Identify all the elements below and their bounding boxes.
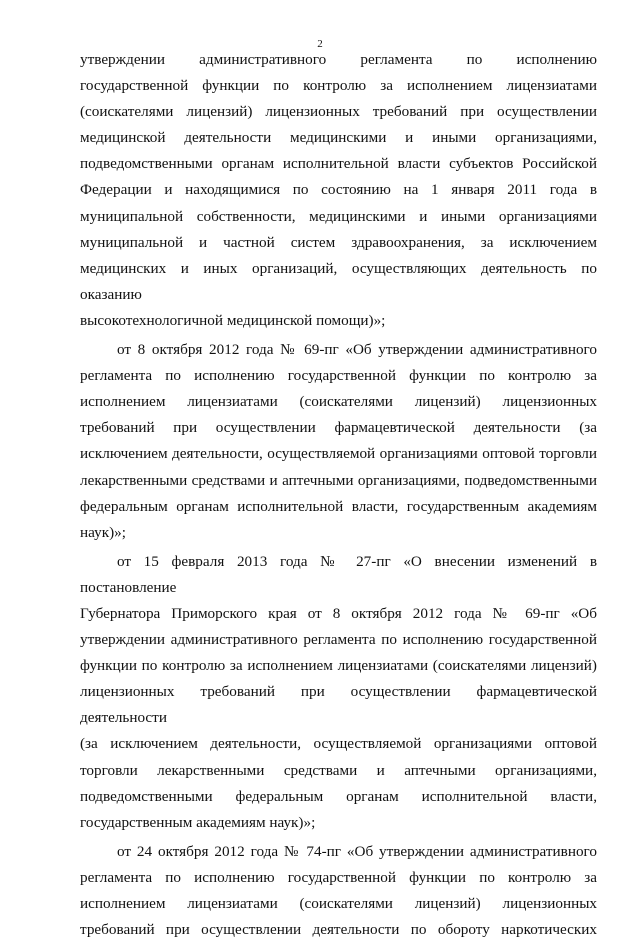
text-line: подведомственными федеральным органам исполнительной власти,	[80, 787, 597, 805]
paragraph-first-line: от 15 февраля 2013 года № 27-пг «О внесении изменений в постановление	[80, 552, 597, 596]
text-line: требований при осуществлении деятельности по обороту наркотических	[80, 921, 597, 939]
paragraph-first-line: от 8 октября 2012 года № 69-пг «Об утверждении административного	[117, 341, 597, 359]
text-line: высокотехнологичной медицинской помощи)»;	[80, 311, 386, 329]
paragraph-first-line: от 24 октября 2012 года № 74-пг «Об утверждении административного	[117, 842, 597, 860]
text-line: муниципальной и частной систем здравоохранения, за исключением	[80, 233, 597, 251]
text-line: медицинской деятельности медицинскими и иными организациями,	[80, 129, 597, 147]
text-line: требований при осуществлении фармацевтической деятельности (за	[80, 419, 597, 437]
text-line: (за исключением деятельности, осуществляемой организациями оптовой	[80, 735, 597, 753]
text-line: регламента по исполнению государственной функции по контролю за	[80, 868, 597, 886]
text-line: исполнением лицензиатами (соискателями лицензий) лицензионных	[80, 393, 597, 411]
text-line: наук)»;	[80, 523, 126, 541]
text-line: лекарственными средствами и аптечными организациями, подведомственными	[80, 471, 597, 489]
text-line: утверждении административного регламента по исполнению	[80, 51, 597, 68]
document-body	[80, 47, 597, 943]
text-line: Федерации и находящимися по состоянию на 1 января 2011 года в	[80, 181, 597, 199]
text-line: Губернатора Приморского края от 8 октября 2012 года № 69-пг «Об	[80, 604, 597, 622]
text-line: государственным академиям наук)»;	[80, 813, 316, 831]
text-line: подведомственными органам исполнительной власти субъектов Российской	[80, 155, 597, 173]
text-line: федеральным органам исполнительной власти, государственным академиям	[80, 497, 597, 515]
text-line: утверждении административного регламента по исполнению государственной	[80, 631, 597, 649]
text-line: исполнением лицензиатами (соискателями лицензий) лицензионных	[80, 895, 597, 912]
text-line: государственной функции по контролю за исполнением лицензиатами	[80, 77, 597, 95]
text-line: исключением деятельности, осуществляемой организациями оптовой торговли	[80, 445, 597, 463]
text-line: муниципальной собственности, медицинскими и иными организациями	[80, 207, 597, 225]
page-number: 2	[317, 38, 323, 50]
text-line: (соискателями лицензий) лицензионных требований при осуществлении	[80, 103, 597, 121]
text-line: медицинских и иных организаций, осуществляющих деятельность по оказанию	[80, 259, 597, 303]
text-line: регламента по исполнению государственной функции по контролю за	[80, 367, 597, 385]
text-line: торговли лекарственными средствами и аптечными организациями,	[80, 761, 597, 779]
text-line: функции по контролю за исполнением лицензиатами (соискателями лицензий)	[80, 657, 597, 675]
text-line: лицензионных требований при осуществлении фармацевтической деятельности	[80, 683, 597, 727]
